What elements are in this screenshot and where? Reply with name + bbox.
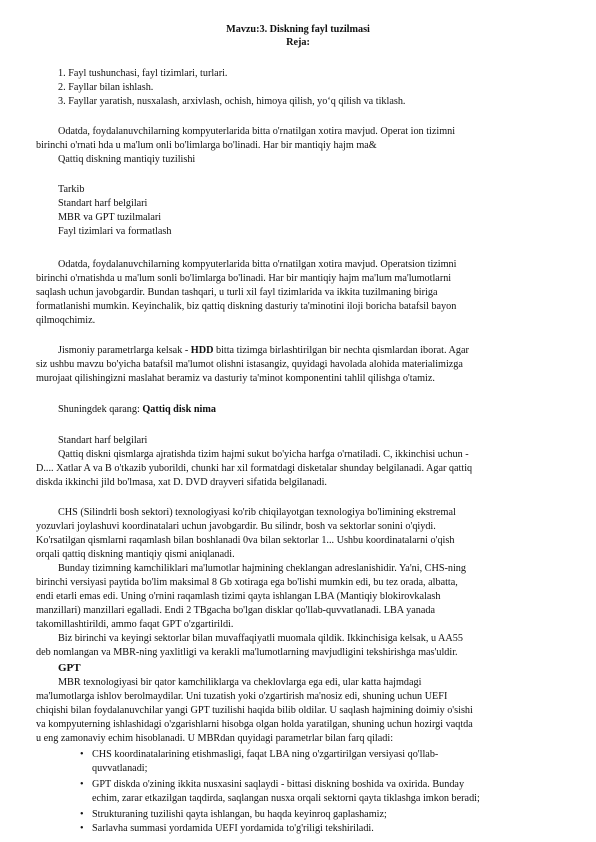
paragraph-line: Biz birinchi va keyingi sektorlar bilan muvaffaqiyatli muomala qildik. Ikkinchisiga kelsak, u AA55 [58,633,463,644]
section-heading: Standart harf belgilari [58,435,148,446]
paragraph-line: diskda ikkinchi jild bo'lmasa, xat D. DVD drayveri sifatida belgilanadi. [36,477,327,488]
toc-item: Standart harf belgilari [58,198,148,209]
list-item [80,809,387,821]
hdd-term: HDD [190,345,214,356]
list-item-text: Sarlavha summasi yordamida UEFI yordamida to'g'riligi tekshiriladi. [92,823,374,834]
gpt-heading: GPT [58,662,81,674]
see-also-prefix: Shuningdek qarang: [58,404,143,415]
paragraph-line: CHS (Silindrli bosh sektori) texnologiyasi ko'rib chiqilayotgan texnologiya bo'limining ekstremal [58,507,456,518]
paragraph-line: MBR texnologiyasi bir qator kamchiliklarga va cheklovlarga ega edi, ular katta hajmdagi [58,677,422,688]
document-title: Mavzu:3. Diskning fayl tuzilmasi [226,24,370,35]
plan-item: 1. Fayl tushunchasi, fayl tizimlari, turlari. [58,68,228,79]
paragraph-line: chiqishi bilan foydalanuvchilar yangi GPT tuzilishi haqida bilib oldilar. U saqlash hajmining doimiy o'sishi [36,705,473,716]
paragraph-line: u eng zamonaviy echim hisoblanadi. U MBRdan quyidagi parametrlar bilan farq qiladi: [36,733,394,744]
paragraph-line: qilmoqchimiz. [36,315,96,326]
paragraph-line: birinchi o'rnatishda u ma'lum sonli bo'limlarga bo'linadi. Har bir mantiqiy hajm ma'lum ma'lumotlarni [36,273,452,284]
paragraph-line: ma'lumotlarga ishlov berolmaydilar. Uni tuzatish yoki o'zgartirish ma'nosiz edi, shuning uchun UEFI [36,691,448,702]
paragraph-line: endi etarli emas edi. Uning o'rnini raqamlash tizimi qayta ishlangan LBA (Mantiqiy blokirovkalash [36,591,441,602]
paragraph-line: murojaat qilishingizni maslahat beramiz va dasturiy ta'minot komponentini tahlil qilishga o'tamiz. [36,373,435,384]
paragraph-line: yozuvlari joylashuvi koordinatalari uchun javobgardir. Bu silindr, bosh va sektorlar sonini o'qiydi. [36,521,436,532]
plan-item: 3. Fayllar yaratish, nusxalash, arxivlash, ochish, himoya qilish, yo‘q qilish va tiklash. [58,96,406,107]
bullet-icon: • [80,823,84,834]
list-item [80,779,465,791]
plan-heading: Reja: [286,37,310,48]
paragraph-line: va kompyuterning ishlashidagi o'zgarishlarni hisobga olgan holda yaratilgan, shuning uchun hozirgi vaqtda [36,719,473,730]
paragraph-line: deb nomlangan va MBR-ning yaxlitligi va kerakli ma'lumotlarning mavjudligini tekshirishga mas'uldir. [36,647,458,658]
list-item-text: Strukturaning tuzilishi qayta ishlangan, bu haqda keyinroq gaplashamiz; [92,809,387,820]
toc-item: Tarkib [58,184,85,195]
paragraph-line: D.... Xatlar A va B o'tkazib yuborildi, chunki har xil formatdagi disketalar shunday belgilanadi. Agar qattiq [36,463,473,474]
paragraph-line: orqali qattiq diskning mantiqiy qismi aniqlanadi. [36,549,235,560]
paragraph-line: takomillashtirildi, ammo faqat GPT o'zgartirildi. [36,619,234,630]
paragraph-line [58,345,469,357]
paragraph-line: Ko'rsatilgan qismlarni raqamlash bilan boshlanadi 0va bilan sektorlar 1... Ushbu koordinatalarni o'qish [36,535,455,546]
list-item [80,749,439,761]
paragraph-line: saqlash uchun javobgardir. Bundan tashqari, u turli xil fayl tizimlarida va ikkita tuzilmaning biriga [36,287,438,298]
toc-item: Fayl tizimlari va formatlash [58,226,172,237]
paragraph-line: birinchi versiyasi paytida bo'lim maksimal 8 Gb xotiraga ega bo'lishi mumkin edi, bu tez orada, albatta, [36,577,458,588]
paragraph-line: Odatda, foydalanuvchilarning kompyuterlarida bitta o'rnatilgan xotira mavjud. Operatsion tizimni [58,259,457,270]
paragraph-line: siz ushbu mavzu bo'yicha batafsil ma'lumot olishni istasangiz, quyidagi havolada alohida materialimizga [36,359,463,370]
paragraph-line: formatlanishi mumkin. Keyinchalik, biz qattiq diskning dasturiy ta'minotini iloji boricha batafsil bayon [36,301,457,312]
text-run: Jismoniy parametrlarga kelsak - [58,345,191,356]
text-run: bitta tizimga birlashtirilgan bir nechta qismlardan iborat. Agar [213,345,469,356]
paragraph-line: birinchi o'rnati hda u ma'lum onli bo'limlarga bo'linadi. Har bir mantiqiy hajm ma& [36,140,377,151]
bullet-icon: • [80,779,84,790]
see-also-line [58,404,216,416]
list-item [80,823,374,835]
paragraph-line: Odatda, foydalanuvchilarning kompyuterlarida bitta o'rnatilgan xotira mavjud. Operat ion tizimni [58,126,456,137]
bullet-icon: • [80,749,84,760]
plan-item: 2. Fayllar bilan ishlash. [58,82,154,93]
list-item-text: GPT diskda o'zining ikkita nusxasini saqlaydi - bittasi diskning boshida va oxirida. Bunday [92,779,465,790]
paragraph-line: manzillari) manzillari egalladi. Endi 2 TBgacha bo'lgan disklar qo'llab-quvvatlanadi. LBA yanada [36,605,435,616]
paragraph-line: Bunday tizimning kamchiliklari ma'lumotlar hajmining cheklangan adreslanishidir. Ya'ni, CHS-ning [58,563,466,574]
list-item-continuation: echim, zarar etkazilgan taqdirda, saqlangan nusxa orqali sektorni qayta tiklashga imkon beradi; [92,793,480,804]
paragraph-line: Qattiq diskning mantiqiy tuzilishi [58,154,196,165]
toc-item: MBR va GPT tuzilmalari [58,212,162,223]
paragraph-line: Qattiq diskni qismlarga ajratishda tizim hajmi sukut bo'yicha harfga o'rnatiladi. C, ikkinchisi uchun - [58,449,469,460]
list-item-continuation: quvvatlanadi; [92,763,148,774]
bullet-icon: • [80,809,84,820]
see-also-link[interactable]: Qattiq disk nima [142,404,216,415]
list-item-text: CHS koordinatalarining etishmasligi, faqat LBA ning o'zgartirilgan versiyasi qo'llab- [92,749,439,760]
